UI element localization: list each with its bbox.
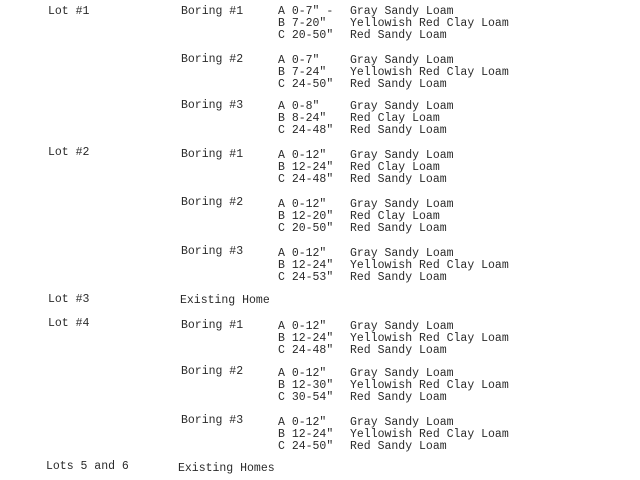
- soil-description: Gray Sandy Loam: [350, 416, 454, 429]
- horizon-letter: B: [278, 17, 285, 30]
- horizon-depth: 8-24": [291, 112, 327, 125]
- horizon-depth: 12-24": [291, 428, 334, 441]
- horizon-depth: 12-20": [291, 210, 334, 223]
- horizon-depth: 7-24": [291, 66, 327, 79]
- soil-description: Gray Sandy Loam: [350, 198, 454, 211]
- horizon-letter: A: [278, 100, 285, 113]
- soil-description: Gray Sandy Loam: [350, 247, 454, 260]
- horizon-depth: 12-24": [291, 259, 334, 272]
- lot-label: Lots 5 and 6: [46, 460, 129, 473]
- soil-description: Red Clay Loam: [350, 161, 440, 174]
- existing-home-note: Existing Homes: [178, 462, 275, 475]
- horizon-depth: 30-54": [291, 391, 334, 404]
- soil-description: Yellowish Red Clay Loam: [350, 66, 509, 79]
- soil-description: Gray Sandy Loam: [350, 5, 454, 18]
- boring-label: Boring #1: [181, 319, 244, 332]
- soil-description: Gray Sandy Loam: [350, 100, 454, 113]
- lot-label: Lot #3: [48, 293, 90, 306]
- horizon-depth: 20-50": [291, 29, 334, 42]
- horizon-letter: A: [278, 367, 285, 380]
- soil-description: Gray Sandy Loam: [350, 149, 454, 162]
- soil-description: Red Sandy Loam: [350, 440, 447, 453]
- boring-label: Boring #3: [181, 99, 244, 112]
- lot-label: Lot #2: [48, 146, 90, 159]
- horizon-letter: B: [278, 66, 285, 79]
- horizon-letter: A: [278, 320, 285, 333]
- horizon-letter: C: [278, 173, 285, 186]
- horizon-letter: C: [278, 440, 285, 453]
- boring-label: Boring #1: [181, 148, 244, 161]
- horizon-depth: 24-48": [291, 124, 334, 137]
- horizon-depth: 12-24": [291, 332, 334, 345]
- horizon-depth: 24-50": [291, 78, 334, 91]
- horizon-depth: 24-50": [291, 440, 334, 453]
- soil-description: Red Sandy Loam: [350, 344, 447, 357]
- existing-home-note: Existing Home: [180, 294, 270, 307]
- horizon-letter: A: [278, 416, 285, 429]
- boring-label: Boring #2: [181, 196, 244, 209]
- horizon-letter: A: [278, 54, 285, 67]
- lot-label: Lot #4: [48, 317, 90, 330]
- soil-description: Red Sandy Loam: [350, 222, 447, 235]
- horizon-letter: B: [278, 161, 285, 174]
- boring-label: Boring #3: [181, 245, 244, 258]
- horizon-letter: C: [278, 222, 285, 235]
- boring-label: Boring #1: [181, 5, 244, 18]
- horizon-letter: B: [278, 379, 285, 392]
- horizon-letter: B: [278, 112, 285, 125]
- horizon-letter: C: [278, 344, 285, 357]
- horizon-depth: 12-30": [291, 379, 334, 392]
- soil-description: Yellowish Red Clay Loam: [350, 428, 509, 441]
- boring-label: Boring #2: [181, 53, 244, 66]
- soil-description: Yellowish Red Clay Loam: [350, 332, 509, 345]
- horizon-letter: B: [278, 259, 285, 272]
- horizon-letter: A: [278, 149, 285, 162]
- soil-description: Yellowish Red Clay Loam: [350, 17, 509, 30]
- horizon-depth: 0-12": [291, 198, 327, 211]
- horizon-depth: 0-8": [291, 100, 320, 113]
- soil-description: Yellowish Red Clay Loam: [350, 259, 509, 272]
- horizon-depth: 0-7": [291, 54, 320, 67]
- horizon-letter: B: [278, 210, 285, 223]
- horizon-letter: C: [278, 78, 285, 91]
- horizon-letter: A: [278, 5, 285, 18]
- soil-description: Gray Sandy Loam: [350, 54, 454, 67]
- soil-description: Red Sandy Loam: [350, 391, 447, 404]
- lot-label: Lot #1: [48, 5, 90, 18]
- horizon-depth: 0-12": [291, 416, 327, 429]
- horizon-depth: 12-24": [291, 161, 334, 174]
- soil-description: Red Clay Loam: [350, 210, 440, 223]
- horizon-depth: 24-48": [291, 344, 334, 357]
- horizon-depth: 0-12": [291, 320, 327, 333]
- soil-description: Red Sandy Loam: [350, 78, 447, 91]
- horizon-depth: 24-53": [291, 271, 334, 284]
- horizon-letter: A: [278, 247, 285, 260]
- soil-description: Gray Sandy Loam: [350, 320, 454, 333]
- horizon-letter: C: [278, 124, 285, 137]
- soil-description: Yellowish Red Clay Loam: [350, 379, 509, 392]
- soil-description: Red Clay Loam: [350, 112, 440, 125]
- horizon-depth: 0-12": [291, 367, 327, 380]
- horizon-depth: 0-12": [291, 247, 327, 260]
- soil-description: Red Sandy Loam: [350, 173, 447, 186]
- horizon-letter: C: [278, 271, 285, 284]
- horizon-letter: C: [278, 391, 285, 404]
- horizon-letter: B: [278, 428, 285, 441]
- horizon-depth: 7-20": [291, 17, 327, 30]
- horizon-letter: C: [278, 29, 285, 42]
- boring-label: Boring #2: [181, 365, 244, 378]
- horizon-depth: 0-7" -: [291, 5, 334, 18]
- boring-label: Boring #3: [181, 414, 244, 427]
- soil-description: Red Sandy Loam: [350, 29, 447, 42]
- horizon-letter: A: [278, 198, 285, 211]
- soil-description: Gray Sandy Loam: [350, 367, 454, 380]
- horizon-depth: 20-50": [291, 222, 334, 235]
- horizon-letter: B: [278, 332, 285, 345]
- soil-description: Red Sandy Loam: [350, 271, 447, 284]
- soil-description: Red Sandy Loam: [350, 124, 447, 137]
- horizon-depth: 0-12": [291, 149, 327, 162]
- horizon-depth: 24-48": [291, 173, 334, 186]
